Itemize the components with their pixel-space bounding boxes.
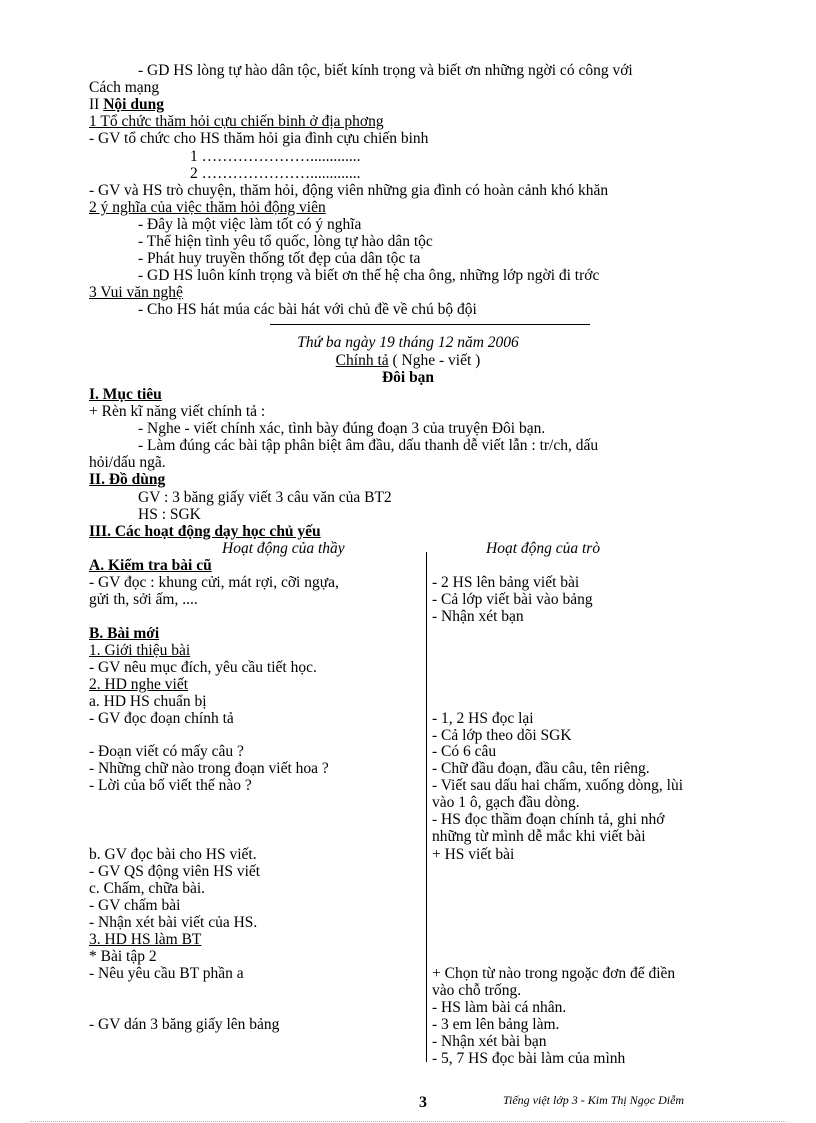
blank-line-1: 1 ………………….............	[190, 148, 361, 165]
activities-heading: III. Các hoạt động dạy học chủ yếu	[89, 523, 321, 540]
table-right-cell: vào chỗ trống.	[432, 982, 522, 999]
lesson-subject	[0, 352, 816, 369]
column-header-student: Hoạt động của trò	[486, 540, 601, 557]
table-right-cell: + Chọn từ nào trong ngoặc đơn để điền	[432, 965, 676, 982]
table-right-cell: - Viết sau dấu hai chấm, xuống dòng, lùi	[432, 777, 684, 794]
lesson-title: Đôi bạn	[381, 369, 435, 386]
blank-line-2: 2 ………………….............	[190, 165, 361, 182]
table-right-cell: - 1, 2 HS đọc lại	[432, 710, 534, 727]
meaning-item: - Phát huy truyền thống tốt đẹp của dân tộc ta	[138, 250, 421, 267]
meaning-item: - Thể hiện tình yêu tổ quốc, lòng tự hào dân tộc	[138, 233, 433, 250]
item-2-title: 2 ý nghĩa của việc thăm hỏi động viên	[89, 199, 326, 216]
table-left-cell: - Những chữ nào trong đoạn viết hoa ?	[89, 760, 329, 777]
table-right-cell: - HS đọc thầm đoạn chính tả, ghi nhớ	[432, 811, 665, 828]
subject-name: Chính tả	[335, 352, 389, 369]
table-right-cell: - Cả lớp viết bài vào bảng	[432, 591, 593, 608]
footer-credit: Tiếng việt lớp 3 - Kim Thị Ngọc Diễm	[503, 1093, 685, 1107]
table-right-cell: + HS viết bài	[432, 846, 515, 863]
table-right-cell: - Có 6 câu	[432, 743, 497, 760]
table-right-cell: - HS làm bài cá nhân.	[432, 999, 567, 1016]
table-left-cell: - GV dán 3 băng giấy lên bảng	[89, 1016, 280, 1033]
section-2-prefix: II	[89, 96, 104, 113]
column-divider	[426, 552, 427, 1062]
table-left-cell: c. Chấm, chữa bài.	[89, 880, 206, 897]
objective-item: - Nghe - viết chính xác, tình bày đúng đoạn 3 của truyện Đôi bạn.	[138, 420, 546, 437]
item-1-desc: - GV tổ chức cho HS thăm hỏi gia đình cựu chiến binh	[89, 130, 429, 147]
table-left-cell: - GV đọc : khung cửi, mát rợi, cỡi ngựa,	[89, 574, 339, 591]
table-left-cell: - Đoạn viết có mấy câu ?	[89, 743, 244, 760]
table-left-cell: * Bài tập 2	[89, 948, 157, 965]
section-2-title: Nội dung	[103, 96, 164, 113]
item-3-title: 3 Vui văn nghệ	[89, 284, 183, 301]
goal-line-2: Cách mạng	[89, 79, 160, 96]
table-left-cell: - GV nêu mục đích, yêu cầu tiết học.	[89, 659, 317, 676]
table-left-cell: 1. Giới thiệu bài	[89, 642, 191, 659]
table-left-cell: - Nhận xét bài viết của HS.	[89, 914, 258, 931]
subject-suffix: ( Nghe - viết )	[388, 352, 481, 369]
table-left-cell: b. GV đọc bài cho HS viết.	[89, 846, 257, 863]
materials-heading: II. Đồ dùng	[89, 471, 166, 488]
item-3-desc: - Cho HS hát múa các bài hát với chủ đề về chú bộ đội	[138, 301, 477, 318]
section-divider	[270, 324, 590, 325]
objectives-heading: I. Mục tiêu	[89, 386, 162, 403]
materials-student: HS : SGK	[138, 506, 201, 523]
table-right-cell: - 2 HS lên bảng viết bài	[432, 574, 580, 591]
table-right-cell: - Cả lớp theo dõi SGK	[432, 727, 572, 744]
column-header-teacher: Hoạt động của thầy	[222, 540, 345, 557]
table-right-cell: - Nhận xét bài bạn	[432, 1033, 547, 1050]
table-right-cell: những từ mình dễ mắc khi viết bài	[432, 828, 646, 845]
meaning-item: - Đây là một việc làm tốt có ý nghĩa	[138, 216, 362, 233]
item-1-title: 1 Tổ chức thăm hỏi cựu chiến binh ở địa phơng	[89, 113, 384, 130]
item-1-note: - GV và HS trò chuyện, thăm hỏi, động viên những gia đình có hoàn cảnh khó khăn	[89, 182, 609, 199]
table-left-cell: 3. HD HS làm BT	[89, 931, 202, 948]
lesson-date: Thứ ba ngày 19 tháng 12 năm 2006	[297, 334, 519, 351]
table-left-cell: - GV QS động viên HS viết	[89, 863, 261, 880]
table-left-cell: - GV đọc đoạn chính tả	[89, 710, 234, 727]
table-left-cell: - Lời của bố viết thế nào ?	[89, 777, 252, 794]
objectives-intro: + Rèn kĩ năng viết chính tả :	[89, 403, 266, 420]
meaning-item: - GD HS luôn kính trọng và biết ơn thế hệ cha ông, những lớp ngời đi trớc	[138, 267, 600, 284]
table-left-cell: B. Bài mới	[89, 625, 160, 642]
table-right-cell: - Chữ đầu đoạn, đầu câu, tên riêng.	[432, 760, 650, 777]
table-left-cell: 2. HD nghe viết	[89, 676, 189, 693]
table-left-cell: a. HD HS chuẩn bị	[89, 693, 207, 710]
table-left-cell: - GV chấm bài	[89, 897, 181, 914]
table-left-cell: - Nêu yêu cầu BT phần a	[89, 965, 244, 982]
table-right-cell: - 3 em lên bảng làm.	[432, 1016, 560, 1033]
table-left-cell: A. Kiểm tra bài cũ	[89, 557, 212, 574]
section-2-heading	[89, 96, 164, 113]
materials-teacher: GV : 3 băng giấy viết 3 câu văn của BT2	[138, 489, 392, 506]
objective-item-cont: hỏi/dấu ngã.	[89, 454, 166, 471]
page-number: 3	[419, 1094, 427, 1111]
table-left-cell: gửi th, sởi ấm, ....	[89, 591, 198, 608]
goal-line-1: - GD HS lòng tự hào dân tộc, biết kính trọng và biết ơn những ngời có công với	[138, 62, 633, 79]
table-right-cell: - 5, 7 HS đọc bài làm của mình	[432, 1050, 626, 1067]
footer-rule	[30, 1121, 786, 1122]
objective-item: - Làm đúng các bài tập phân biệt âm đầu, dấu thanh dễ viết lẫn : tr/ch, dấu	[138, 437, 599, 454]
table-right-cell: - Nhận xét bạn	[432, 608, 524, 625]
table-right-cell: vào 1 ô, gạch đầu dòng.	[432, 794, 580, 811]
